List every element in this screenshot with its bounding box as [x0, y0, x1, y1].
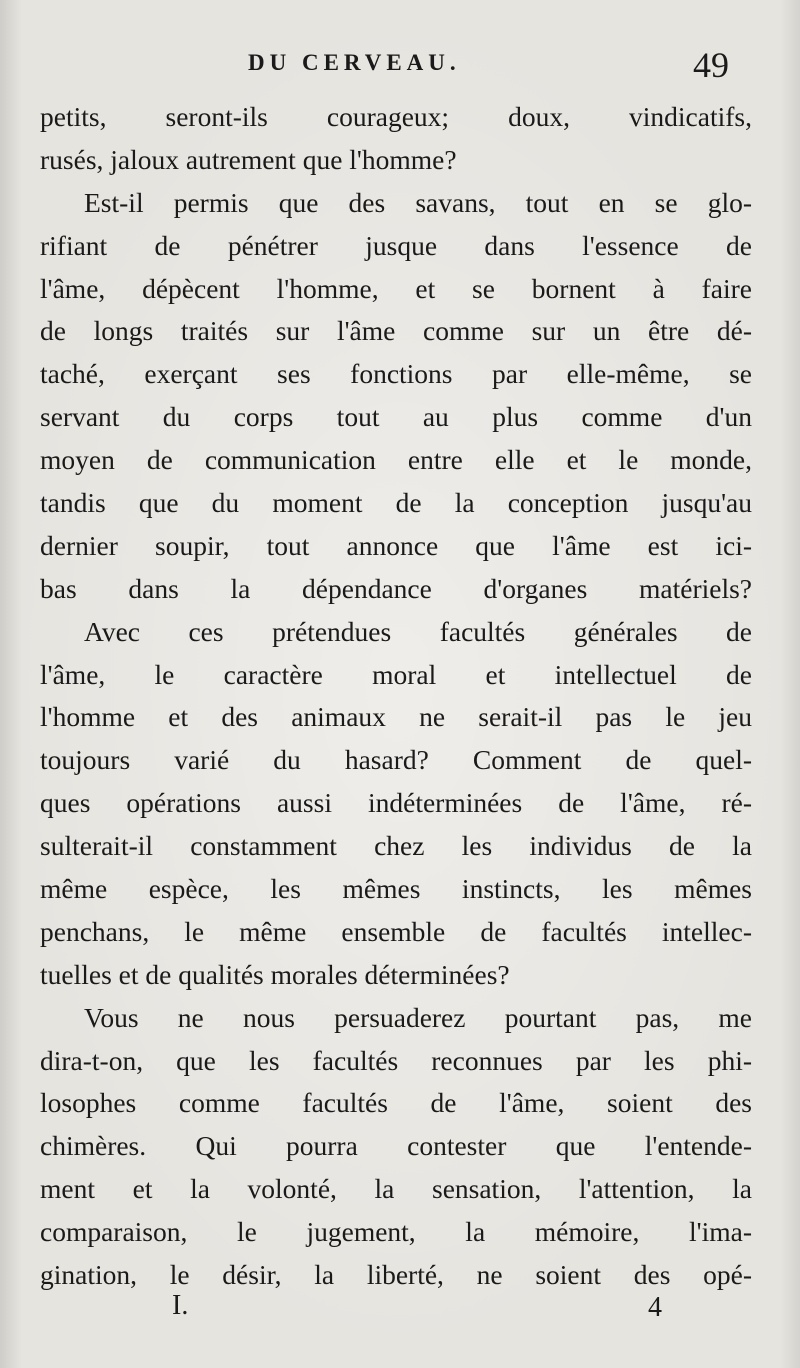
text-line: rifiant de pénétrer jusque dans l'essence de	[40, 229, 752, 261]
paragraph-first-line: Vous ne nous persuaderez pourtant pas, me	[84, 1001, 752, 1033]
text-line: gination, le désir, la liberté, ne soient des opé-	[40, 1259, 752, 1291]
text-line: losophes comme facultés de l'âme, soient des	[40, 1087, 752, 1119]
text-line: même espèce, les mêmes instincts, les mêmes	[40, 873, 752, 905]
page-number: 49	[693, 45, 729, 85]
text-line: servant du corps tout au plus comme d'un	[40, 401, 752, 433]
text-line: ques opérations aussi indéterminées de l'âme, ré-	[40, 787, 752, 819]
text-line: l'âme, le caractère moral et intellectuel de	[40, 658, 752, 690]
text-line: l'âme, dépècent l'homme, et se bornent à faire	[40, 272, 752, 304]
body-text	[40, 96, 752, 1297]
text-line: comparaison, le jugement, la mémoire, l'ima-	[40, 1216, 752, 1248]
text-line: penchans, le même ensemble de facultés intellec-	[40, 915, 752, 947]
running-head	[0, 44, 800, 88]
signature-mark: I.	[172, 1290, 189, 1321]
text-line: de longs traités sur l'âme comme sur un être dé-	[40, 315, 752, 347]
text-line: l'homme et des animaux ne serait-il pas le jeu	[40, 701, 752, 733]
text-line: tuelles et de qualités morales déterminées?	[40, 958, 510, 990]
text-line: moyen de communication entre elle et le monde,	[40, 444, 752, 476]
text-line: taché, exerçant ses fonctions par elle-même, se	[40, 358, 752, 390]
text-line: tandis que du moment de la conception jusqu'au	[40, 487, 752, 519]
text-line: dernier soupir, tout annonce que l'âme est ici-	[40, 529, 752, 561]
text-line: rusés, jaloux autrement que l'homme?	[40, 143, 457, 175]
page-footer	[0, 1290, 800, 1334]
sheet-number: 4	[648, 1292, 662, 1323]
text-line: bas dans la dépendance d'organes matériels?	[40, 572, 752, 604]
text-line: toujours varié du hasard? Comment de quel-	[40, 744, 752, 776]
paragraph-first-line: Avec ces prétendues facultés générales de	[84, 615, 752, 647]
text-line: dira-t-on, que les facultés reconnues par les phi-	[40, 1044, 752, 1076]
text-line: chimères. Qui pourra contester que l'entende-	[40, 1130, 752, 1162]
text-line: sulterait-il constamment chez les individus de la	[40, 830, 752, 862]
text-line: petits, seront-ils courageux; doux, vindicatifs,	[40, 101, 752, 132]
text-line: ment et la volonté, la sensation, l'attention, la	[40, 1173, 752, 1205]
running-title: DU CERVEAU.	[248, 50, 461, 75]
paragraph-first-line: Est-il permis que des savans, tout en se glo-	[84, 186, 752, 218]
